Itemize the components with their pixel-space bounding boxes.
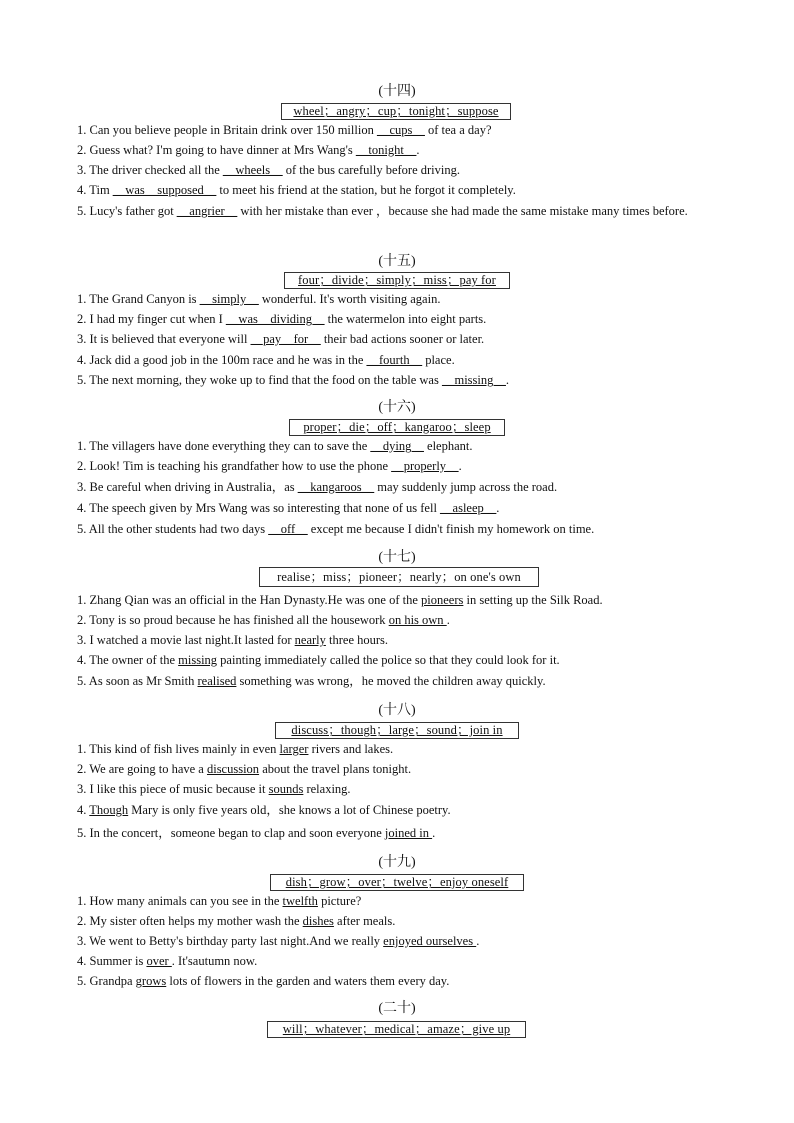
question-line: 5. Lucy's father got __angrier__ with her mistake than ever ，because she had made the same mistake many times before. <box>77 204 688 218</box>
question-line: 2. My sister often helps my mother wash the dishes after meals. <box>77 914 396 928</box>
word-bank-box <box>275 722 519 739</box>
question-line: 2. I had my finger cut when I __was__dividing__ the watermelon into eight parts. <box>77 312 487 326</box>
section-title: (十四) <box>378 84 416 99</box>
answer: __pay__for__ <box>250 332 321 346</box>
question-line: 5. All the other students had two days __off__ except me because I didn't finish my homework on time. <box>77 522 595 536</box>
answer: joined in <box>384 826 433 840</box>
answer: __kangaroos__ <box>297 480 375 494</box>
answer: on his own <box>388 613 447 627</box>
answer: sounds <box>268 782 304 796</box>
answer: dishes <box>302 914 334 928</box>
question-line: 2. Guess what? I'm going to have dinner at Mrs Wang's __tonight__. <box>77 143 420 157</box>
word-bank: wheel；angry；cup；tonight；suppose <box>293 104 499 118</box>
answer: __fourth__ <box>366 353 423 367</box>
answer: Though <box>89 803 129 817</box>
answer: discussion <box>206 762 260 776</box>
question-line: 2. Look! Tim is teaching his grandfather how to use the phone __properly__. <box>77 459 462 473</box>
word-bank: four；divide；simply；miss；pay for <box>298 273 496 287</box>
answer: grows <box>135 974 167 988</box>
answer: __properly__ <box>391 459 459 473</box>
question-line: 2. We are going to have a discussion about the travel plans tonight. <box>77 762 412 776</box>
section-title: (十五) <box>378 254 416 269</box>
word-bank: dish；grow；over；twelve；enjoy oneself <box>285 875 509 889</box>
question-line: 3. I watched a movie last night.It lasted for nearly three hours. <box>77 633 389 647</box>
question-line: 1. Zhang Qian was an official in the Han Dynasty.He was one of the pioneers in setting up the Silk Road. <box>77 593 603 607</box>
section-title: (十九) <box>378 855 416 870</box>
answer: __dying__ <box>370 439 424 453</box>
answer: pioneers <box>421 593 464 607</box>
word-bank-box <box>267 1021 526 1038</box>
question-line: 3. It is believed that everyone will __pay__for__ their bad actions sooner or later. <box>77 332 485 346</box>
word-bank-box <box>281 103 511 120</box>
answer: larger <box>279 742 309 756</box>
answer: realised <box>197 674 237 688</box>
answer: twelfth <box>282 894 318 908</box>
word-bank-box <box>284 272 510 289</box>
question-line: 4. The owner of the missing painting immediately called the police so that they could look for it. <box>77 653 560 667</box>
word-bank: realise；miss；pioneer；nearly；on one's own <box>277 570 521 584</box>
answer: __simply__ <box>199 292 259 306</box>
answer: __cups__ <box>376 123 425 137</box>
question-line: 5. In the concert，someone began to clap and soon everyone joined in . <box>77 826 436 840</box>
question-line: 5. As soon as Mr Smith realised something was wrong，he moved the children away quickly. <box>77 674 546 688</box>
word-bank-box <box>270 874 524 891</box>
answer: __was__dividing__ <box>225 312 325 326</box>
answer: __tonight__ <box>355 143 417 157</box>
question-line: 1. This kind of fish lives mainly in even larger rivers and lakes. <box>77 742 394 756</box>
question-line: 3. The driver checked all the __wheels__ of the bus carefully before driving. <box>77 163 460 177</box>
word-bank-box <box>259 567 539 587</box>
question-line: 1. Can you believe people in Britain drink over 150 million __cups__ of tea a day? <box>77 123 492 137</box>
question-line: 5. Grandpa grows lots of flowers in the garden and waters them every day. <box>77 974 450 988</box>
question-line: 3. Be careful when driving in Australia，as __kangaroos__ may suddenly jump across the road. <box>77 480 558 494</box>
word-bank: proper；die；off；kangaroo；sleep <box>303 420 491 434</box>
question-line: 3. I like this piece of music because it sounds relaxing. <box>77 782 351 796</box>
question-line: 4. The speech given by Mrs Wang was so interesting that none of us fell __asleep__. <box>77 501 500 515</box>
question-line: 4. Tim __was__supposed__ to meet his friend at the station, but he forgot it completely. <box>77 183 516 197</box>
answer: enjoyed ourselves <box>383 934 477 948</box>
section-title: (十六) <box>378 400 416 415</box>
question-line: 5. The next morning, they woke up to find that the food on the table was __missing__. <box>77 373 510 387</box>
answer: missing <box>178 653 218 667</box>
answer: __off__ <box>268 522 308 536</box>
answer: __was__supposed__ <box>112 183 217 197</box>
answer: over <box>146 954 172 968</box>
answer: __angrier__ <box>176 204 238 218</box>
word-bank: discuss；though；large；sound；join in <box>291 723 503 737</box>
word-bank-box <box>289 419 505 436</box>
answer: __asleep__ <box>440 501 497 515</box>
question-line: 4. Though Mary is only five years old，she knows a lot of Chinese poetry. <box>77 803 451 817</box>
question-line: 3. We went to Betty's birthday party last night.And we really enjoyed ourselves . <box>77 934 480 948</box>
question-line: 4. Summer is over . It'sautumn now. <box>77 954 258 968</box>
section-title: (十七) <box>378 550 416 565</box>
word-bank: will；whatever；medical；amaze；give up <box>282 1022 511 1036</box>
question-line: 1. The Grand Canyon is __simply__ wonderful. It's worth visiting again. <box>77 292 441 306</box>
question-line: 2. Tony is so proud because he has finished all the housework on his own . <box>77 613 450 627</box>
answer: nearly <box>294 633 326 647</box>
question-line: 1. The villagers have done everything they can to save the __dying__ elephant. <box>77 439 473 453</box>
question-line: 1. How many animals can you see in the twelfth picture? <box>77 894 362 908</box>
question-line: 4. Jack did a good job in the 100m race and he was in the __fourth__ place. <box>77 353 455 367</box>
section-title: (十八) <box>378 703 416 718</box>
answer: __missing__ <box>441 373 506 387</box>
section-title: (二十) <box>378 1001 416 1016</box>
answer: __wheels__ <box>222 163 283 177</box>
